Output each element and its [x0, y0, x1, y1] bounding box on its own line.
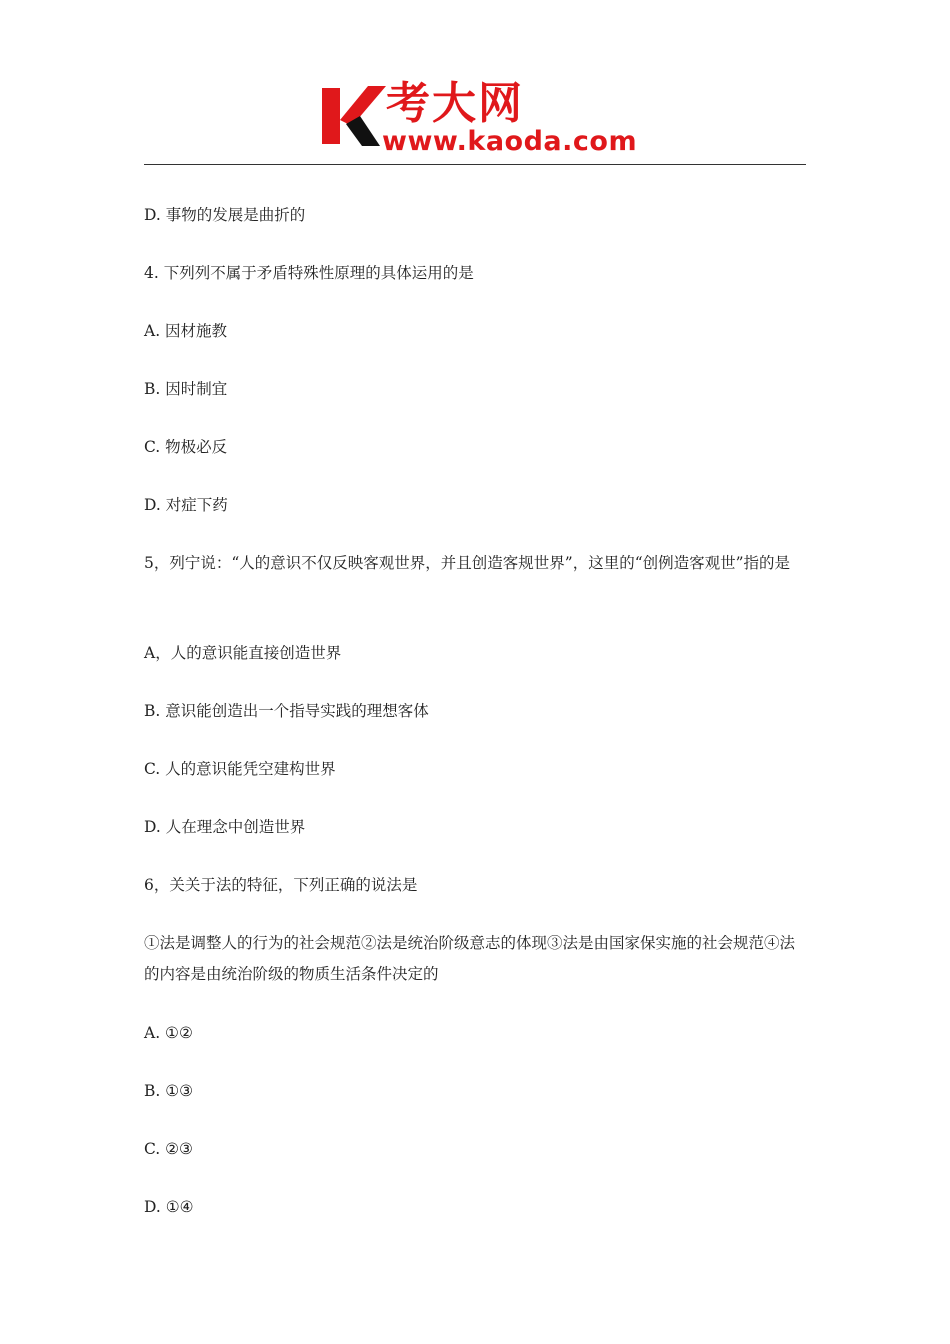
question-4-option-a: A. 因材施教	[144, 322, 228, 340]
question-4-option-d: D. 对症下药	[144, 496, 228, 514]
question-5-option-a: A，人的意识能直接创造世界	[144, 644, 342, 662]
question-4-option-b: B. 因时制宜	[144, 380, 228, 398]
logo-chinese-text: 考大网	[386, 78, 524, 129]
question-6-option-d: D. ①④	[144, 1198, 194, 1216]
question-6-statements: ①法是调整人的行为的社会规范②法是统治阶级意志的体现③法是由国家保实施的社会规范④法的内容是由统治阶级的物质生活条件决定的	[144, 934, 796, 983]
question-4: 4. 下列列不属于矛盾特殊性原理的具体运用的是	[144, 264, 474, 282]
page-header	[144, 0, 806, 166]
kaoda-logo[interactable]	[320, 78, 640, 160]
question-6: 6，关关于法的特征，下列正确的说法是	[144, 876, 418, 894]
k-logo-icon	[320, 84, 388, 148]
question-6-option-a: A. ①②	[144, 1024, 193, 1042]
question-5-option-b: B. 意识能创造出一个指导实践的理想客体	[144, 702, 429, 720]
question-6-option-b: B. ①③	[144, 1082, 194, 1100]
question-6-option-c: C. ②③	[144, 1140, 193, 1158]
logo-url-text: www.kaoda.com	[382, 126, 638, 157]
option-text: D. 事物的发展是曲折的	[144, 206, 306, 224]
question-5-option-c: C. 人的意识能凭空建构世界	[144, 760, 336, 778]
question-5-option-d: D. 人在理念中创造世界	[144, 818, 306, 836]
question-4-option-c: C. 物极必反	[144, 438, 228, 456]
question-5: 5，列宁说：“人的意识不仅反映客观世界，并且创造客规世界”，这里的“创例造客观世”指的是	[144, 554, 791, 572]
header-divider	[144, 164, 806, 165]
